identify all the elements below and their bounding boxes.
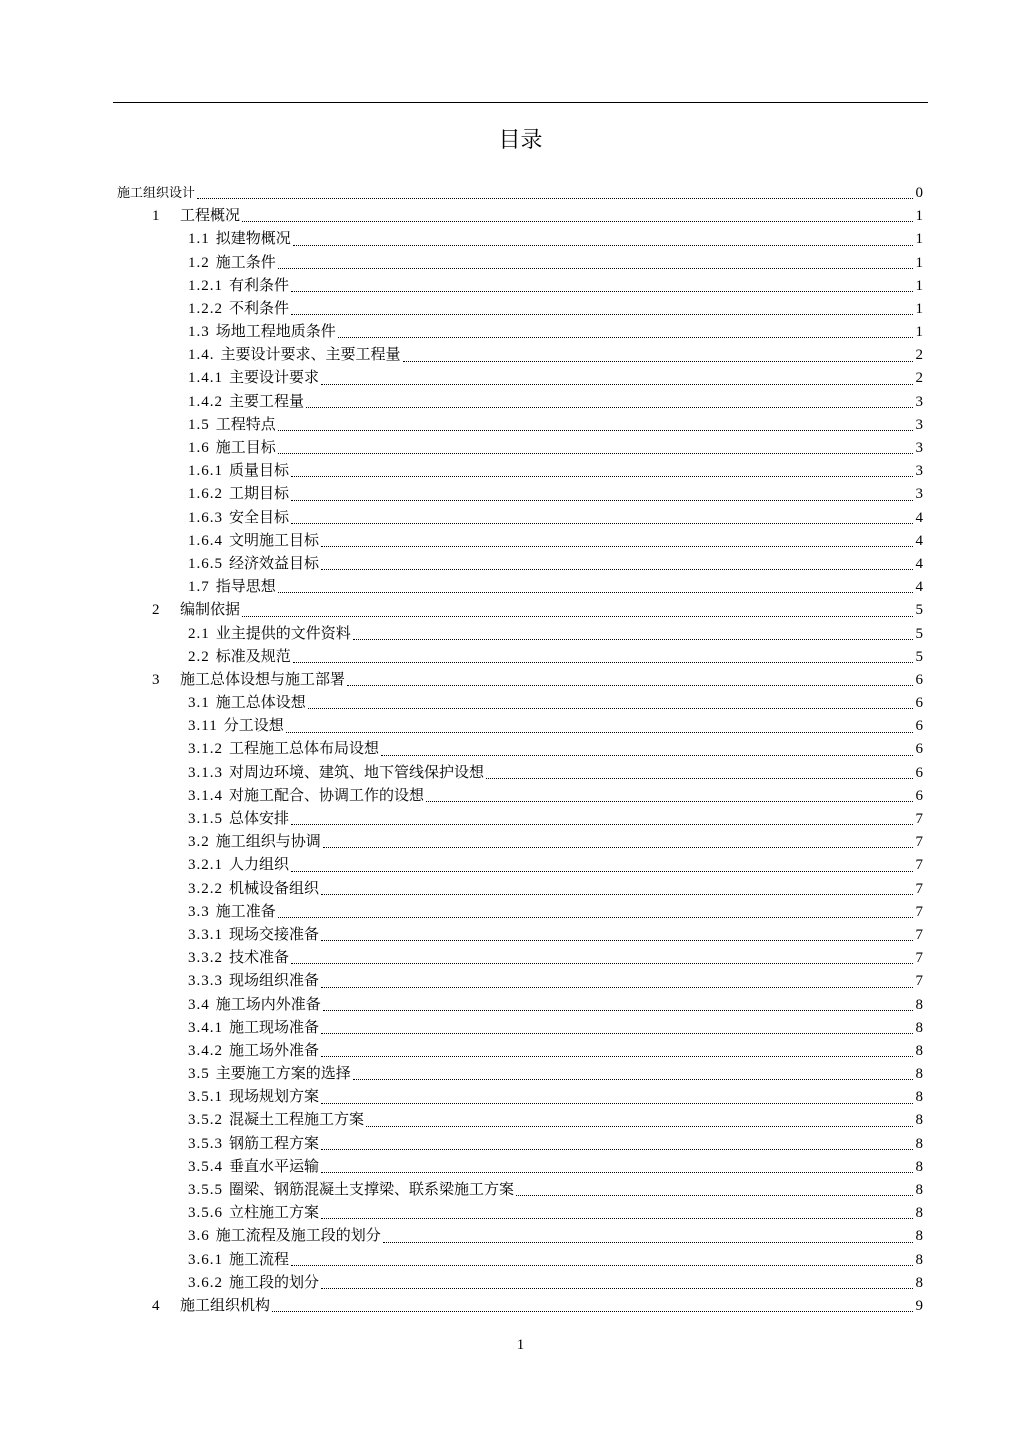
toc-entry-page: 7 (915, 903, 923, 920)
toc-entry-title: 施工流程及施工段的划分 (215, 1228, 381, 1245)
toc-dot-leader (293, 245, 913, 246)
toc-dot-leader (293, 662, 913, 663)
toc-entry-title: 指导思想 (215, 579, 276, 596)
toc-dot-leader (291, 500, 913, 501)
toc-entry-page: 7 (915, 834, 923, 851)
toc-entry-page: 3 (915, 486, 923, 503)
toc-entry-number: 3.6 (188, 1228, 210, 1245)
toc-dot-leader (321, 546, 913, 547)
toc-entry-page: 6 (915, 764, 923, 781)
toc-entry-title: 总体安排 (229, 811, 290, 828)
toc-entry-page: 1 (915, 254, 923, 271)
toc-entry[interactable] (0, 205, 1012, 228)
toc-entry-page: 3 (915, 393, 923, 410)
toc-entry[interactable] (0, 298, 1012, 321)
toc-entry-number: 3.2.1 (188, 857, 223, 874)
toc-entry-title: 安全目标 (229, 509, 290, 526)
toc-entry-page: 6 (915, 787, 923, 804)
toc-entry-number: 3.1 (188, 695, 210, 712)
toc-entry-number: 1.6.5 (188, 555, 223, 572)
toc-entry-page: 4 (915, 532, 923, 549)
toc-entry-page: 4 (915, 555, 923, 572)
toc-entry-page: 3 (915, 440, 923, 457)
toc-entry[interactable] (0, 275, 1012, 298)
toc-entry-title: 工程特点 (215, 416, 276, 433)
toc-entry-title: 现场交接准备 (229, 926, 320, 943)
toc-entry-number: 1.4.2 (188, 393, 223, 410)
toc-entry[interactable] (0, 692, 1012, 715)
toc-dot-leader (321, 1149, 913, 1150)
toc-entry-page: 8 (915, 1274, 923, 1291)
toc-dot-leader (321, 987, 913, 988)
toc-entry-title: 施工总体设想与施工部署 (180, 671, 346, 688)
toc-entry-title: 主要设计要求 (229, 370, 320, 387)
toc-entry-number: 1.2.2 (188, 300, 223, 317)
toc-dot-leader (291, 824, 913, 825)
toc-entry-page: 4 (915, 509, 923, 526)
toc-dot-leader (308, 708, 913, 709)
toc-entry[interactable] (0, 414, 1012, 437)
toc-entry-title: 对施工配合、协调工作的设想 (229, 787, 425, 804)
toc-entry[interactable] (0, 808, 1012, 831)
toc-entry-number: 3.4.2 (188, 1042, 223, 1059)
toc-entry-number: 1.5 (188, 416, 210, 433)
toc-entry-page: 1 (915, 208, 923, 225)
toc-entry-number: 3.6.2 (188, 1274, 223, 1291)
toc-dot-leader (291, 476, 913, 477)
toc-entry-number: 2.2 (188, 648, 210, 665)
toc-entry-number: 1.6.3 (188, 509, 223, 526)
toc-entry-title: 经济效益目标 (229, 555, 320, 572)
toc-dot-leader (321, 1033, 913, 1034)
toc-entry-page: 5 (915, 625, 923, 642)
toc-entry[interactable] (0, 553, 1012, 576)
toc-entry[interactable] (0, 739, 1012, 762)
toc-entry[interactable] (0, 576, 1012, 599)
page-number: 1 (516, 1337, 525, 1353)
toc-entry-number: 3.1.5 (188, 811, 223, 828)
toc-entry-title: 工程施工总体布局设想 (229, 741, 380, 758)
toc-dot-leader (353, 1079, 913, 1080)
toc-dot-leader (321, 569, 913, 570)
toc-dot-leader (321, 1056, 913, 1057)
toc-entry-number: 1.6.4 (188, 532, 223, 549)
toc-dot-leader (278, 592, 913, 593)
toc-entry[interactable] (0, 530, 1012, 553)
toc-entry[interactable] (0, 460, 1012, 483)
toc-dot-leader (366, 1126, 913, 1127)
toc-dot-leader (321, 940, 913, 941)
toc-entry-page: 1 (915, 277, 923, 294)
toc-entry-title: 主要施工方案的选择 (215, 1066, 351, 1083)
toc-dot-leader (291, 523, 913, 524)
toc-dot-leader (353, 639, 913, 640)
toc-entry[interactable] (0, 947, 1012, 970)
table-of-contents (0, 182, 1012, 1318)
toc-entry-page: 8 (915, 1182, 923, 1199)
toc-entry[interactable] (0, 1017, 1012, 1040)
toc-entry-number: 3.5.6 (188, 1205, 223, 1222)
toc-entry-number: 3.3 (188, 903, 210, 920)
toc-dot-leader (242, 221, 913, 222)
toc-entry-title: 人力组织 (229, 857, 290, 874)
toc-entry-number: 3.1.2 (188, 741, 223, 758)
toc-entry-title: 有利条件 (229, 277, 290, 294)
toc-entry[interactable] (0, 994, 1012, 1017)
toc-entry-page: 8 (915, 1251, 923, 1268)
toc-entry-title: 标准及规范 (215, 648, 291, 665)
toc-entry-title: 混凝土工程施工方案 (229, 1112, 365, 1129)
toc-dot-leader (242, 616, 913, 617)
toc-entry-number: 3.3.2 (188, 950, 223, 967)
toc-entry-title: 现场组织准备 (229, 973, 320, 990)
toc-entry[interactable] (0, 344, 1012, 367)
toc-dot-leader (286, 732, 913, 733)
toc-entry-number: 1.6.2 (188, 486, 223, 503)
toc-entry[interactable] (0, 669, 1012, 692)
toc-entry-title: 分工设想 (223, 718, 284, 735)
toc-entry-page: 8 (915, 1066, 923, 1083)
toc-entry-page: 6 (915, 671, 923, 688)
toc-entry[interactable] (0, 1133, 1012, 1156)
toc-entry[interactable] (0, 1156, 1012, 1179)
toc-entry-number: 2 (152, 602, 160, 619)
toc-entry-title: 主要设计要求、主要工程量 (220, 347, 401, 364)
toc-entry-number: 3.5.2 (188, 1112, 223, 1129)
toc-entry-title: 钢筋工程方案 (229, 1135, 320, 1152)
toc-entry-number: 3 (152, 671, 160, 688)
toc-dot-leader (291, 1265, 913, 1266)
toc-entry[interactable] (0, 878, 1012, 901)
toc-dot-leader (403, 361, 913, 362)
toc-entry-page: 0 (915, 184, 923, 201)
toc-dot-leader (278, 430, 913, 431)
toc-dot-leader (486, 778, 913, 779)
toc-entry-page: 8 (915, 1112, 923, 1129)
toc-entry[interactable] (0, 1249, 1012, 1272)
toc-entry-number: 3.5.3 (188, 1135, 223, 1152)
toc-entry-number: 3.5.1 (188, 1089, 223, 1106)
toc-entry-title: 施工现场准备 (229, 1019, 320, 1036)
toc-entry-page: 7 (915, 973, 923, 990)
toc-entry[interactable] (0, 924, 1012, 947)
toc-entry[interactable] (0, 1202, 1012, 1225)
toc-entry[interactable] (0, 646, 1012, 669)
toc-entry-title: 场地工程地质条件 (215, 324, 336, 341)
toc-entry[interactable] (0, 252, 1012, 275)
toc-entry-page: 8 (915, 1019, 923, 1036)
toc-entry-page: 3 (915, 463, 923, 480)
toc-entry[interactable] (0, 483, 1012, 506)
toc-entry-title: 施工准备 (215, 903, 276, 920)
toc-entry-page: 7 (915, 857, 923, 874)
toc-entry[interactable] (0, 1040, 1012, 1063)
toc-entry-page: 7 (915, 811, 923, 828)
toc-dot-leader (347, 685, 913, 686)
toc-entry-number: 1 (152, 208, 160, 225)
header-rule (113, 102, 928, 103)
toc-entry-page: 6 (915, 695, 923, 712)
toc-dot-leader (278, 453, 913, 454)
toc-entry-number: 1.1 (188, 231, 210, 248)
toc-dot-leader (197, 198, 913, 199)
toc-entry[interactable] (0, 970, 1012, 993)
toc-entry-page: 5 (915, 602, 923, 619)
toc-entry[interactable] (0, 368, 1012, 391)
toc-entry-page: 7 (915, 926, 923, 943)
toc-dot-leader (278, 268, 913, 269)
toc-entry-number: 3.1.4 (188, 787, 223, 804)
toc-entry[interactable] (0, 1086, 1012, 1109)
toc-entry-title: 施工组织机构 (180, 1297, 271, 1314)
toc-entry-number: 3.3.3 (188, 973, 223, 990)
toc-entry-number: 1.2 (188, 254, 210, 271)
toc-dot-leader (321, 1288, 913, 1289)
toc-entry[interactable] (0, 715, 1012, 738)
toc-dot-leader (291, 314, 913, 315)
toc-entry-page: 8 (915, 1135, 923, 1152)
toc-dot-leader (291, 291, 913, 292)
page-title: 目录 (498, 127, 543, 152)
toc-entry-page: 8 (915, 1042, 923, 1059)
toc-dot-leader (383, 1242, 913, 1243)
toc-entry-title: 施工目标 (215, 440, 276, 457)
toc-entry-title: 施工组织设计 (117, 185, 196, 201)
toc-entry[interactable] (0, 321, 1012, 344)
toc-entry-page: 8 (915, 1228, 923, 1245)
toc-entry[interactable] (0, 391, 1012, 414)
toc-dot-leader (321, 1218, 913, 1219)
toc-entry-title: 施工场内外准备 (215, 996, 321, 1013)
toc-entry[interactable] (0, 785, 1012, 808)
toc-dot-leader (381, 755, 913, 756)
toc-dot-leader (306, 407, 913, 408)
toc-dot-leader (321, 1103, 913, 1104)
toc-entry-number: 1.4. (188, 347, 215, 364)
toc-entry[interactable] (0, 437, 1012, 460)
toc-entry-number: 3.11 (188, 718, 218, 735)
toc-entry[interactable] (0, 623, 1012, 646)
toc-entry-page: 6 (915, 718, 923, 735)
toc-entry-number: 1.3 (188, 324, 210, 341)
toc-entry-title: 技术准备 (229, 950, 290, 967)
toc-dot-leader (272, 1311, 913, 1312)
toc-entry-page: 6 (915, 741, 923, 758)
toc-entry-number: 3.3.1 (188, 926, 223, 943)
toc-entry-page: 8 (915, 1205, 923, 1222)
toc-entry[interactable] (0, 1063, 1012, 1086)
toc-entry-number: 3.5.4 (188, 1158, 223, 1175)
toc-dot-leader (338, 337, 913, 338)
toc-entry-page: 1 (915, 324, 923, 341)
toc-entry-page: 8 (915, 1158, 923, 1175)
toc-entry-page: 8 (915, 996, 923, 1013)
toc-entry-number: 3.1.3 (188, 764, 223, 781)
toc-entry-number: 1.6 (188, 440, 210, 457)
toc-entry-page: 1 (915, 300, 923, 317)
toc-entry-title: 编制依据 (180, 602, 241, 619)
toc-entry-number: 3.2.2 (188, 880, 223, 897)
toc-entry-title: 不利条件 (229, 300, 290, 317)
toc-entry-number: 3.2 (188, 834, 210, 851)
toc-entry-page: 2 (915, 347, 923, 364)
toc-entry-number: 3.4 (188, 996, 210, 1013)
toc-entry-title: 施工组织与协调 (215, 834, 321, 851)
toc-entry-title: 业主提供的文件资料 (215, 625, 351, 642)
toc-entry-title: 现场规划方案 (229, 1089, 320, 1106)
toc-dot-leader (516, 1195, 913, 1196)
toc-entry-page: 1 (915, 231, 923, 248)
toc-entry-title: 施工条件 (215, 254, 276, 271)
toc-entry-number: 4 (152, 1297, 160, 1314)
toc-entry-title: 对周边环境、建筑、地下管线保护设想 (229, 764, 485, 781)
toc-entry-title: 施工总体设想 (215, 695, 306, 712)
toc-entry-number: 1.4.1 (188, 370, 223, 387)
toc-entry-number: 1.6.1 (188, 463, 223, 480)
toc-entry[interactable] (0, 1295, 1012, 1318)
toc-entry-page: 7 (915, 950, 923, 967)
toc-entry-page: 3 (915, 416, 923, 433)
toc-entry-page: 8 (915, 1089, 923, 1106)
toc-entry-page: 2 (915, 370, 923, 387)
toc-entry-title: 质量目标 (229, 463, 290, 480)
toc-entry-number: 3.4.1 (188, 1019, 223, 1036)
toc-entry[interactable] (0, 1179, 1012, 1202)
toc-entry-page: 5 (915, 648, 923, 665)
toc-dot-leader (291, 963, 913, 964)
toc-entry-title: 施工场外准备 (229, 1042, 320, 1059)
toc-entry-title: 工期目标 (229, 486, 290, 503)
toc-entry-number: 3.6.1 (188, 1251, 223, 1268)
toc-entry-title: 文明施工目标 (229, 532, 320, 549)
toc-dot-leader (323, 1010, 913, 1011)
toc-entry[interactable] (0, 599, 1012, 622)
toc-entry[interactable] (0, 831, 1012, 854)
toc-dot-leader (426, 801, 913, 802)
toc-entry-number: 3.5.5 (188, 1182, 223, 1199)
toc-entry[interactable] (0, 228, 1012, 251)
toc-entry[interactable] (0, 507, 1012, 530)
toc-entry-number: 1.2.1 (188, 277, 223, 294)
toc-entry[interactable] (0, 1225, 1012, 1248)
toc-dot-leader (291, 871, 913, 872)
toc-entry[interactable] (0, 182, 1012, 205)
toc-dot-leader (321, 384, 913, 385)
toc-entry[interactable] (0, 901, 1012, 924)
toc-entry-title: 施工段的划分 (229, 1274, 320, 1291)
toc-dot-leader (321, 894, 913, 895)
toc-entry-title: 工程概况 (180, 208, 241, 225)
toc-entry-page: 4 (915, 579, 923, 596)
toc-entry-number: 1.7 (188, 579, 210, 596)
toc-entry-title: 立柱施工方案 (229, 1205, 320, 1222)
toc-entry-title: 施工流程 (229, 1251, 290, 1268)
toc-entry[interactable] (0, 1272, 1012, 1295)
toc-dot-leader (323, 847, 913, 848)
toc-entry-page: 9 (915, 1297, 923, 1314)
toc-entry[interactable] (0, 762, 1012, 785)
toc-entry-title: 主要工程量 (229, 393, 305, 410)
toc-entry-number: 2.1 (188, 625, 210, 642)
toc-entry[interactable] (0, 1110, 1012, 1133)
toc-entry-title: 机械设备组织 (229, 880, 320, 897)
toc-entry-title: 圈梁、钢筋混凝土支撑梁、联系梁施工方案 (229, 1182, 515, 1199)
toc-entry-title: 拟建物概况 (215, 231, 291, 248)
toc-entry-title: 垂直水平运输 (229, 1158, 320, 1175)
toc-dot-leader (278, 917, 913, 918)
toc-entry-number: 3.5 (188, 1066, 210, 1083)
toc-entry-page: 7 (915, 880, 923, 897)
toc-entry[interactable] (0, 854, 1012, 877)
toc-dot-leader (321, 1172, 913, 1173)
